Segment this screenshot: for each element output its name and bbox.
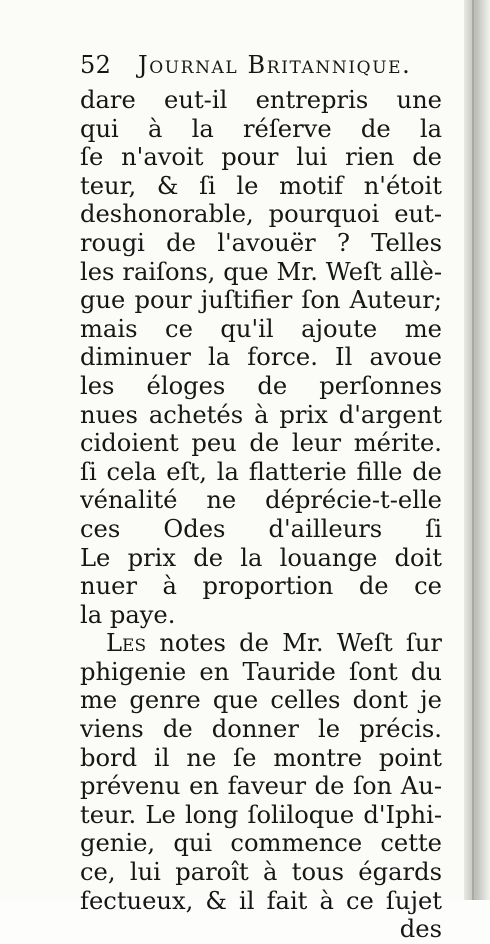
text-line: diminuer la force. Il avoue xyxy=(80,343,442,372)
text-line: la paye. xyxy=(80,600,176,629)
text-line: Le prix de la louange doit xyxy=(80,543,442,572)
text-line: viens de donner le précis. xyxy=(80,715,442,744)
lead-word: Les xyxy=(106,629,147,658)
text-line: qui à la réſerve de la xyxy=(80,114,442,143)
page-edge xyxy=(464,0,490,900)
running-header xyxy=(80,51,422,85)
text-line: nues achetés à prix d'argent xyxy=(80,400,442,429)
text-line: ſi cela eſt, la flatterie fille de xyxy=(80,457,442,486)
running-title: Journal Britannique. xyxy=(138,51,412,79)
text-line: phigenie en Tauride ſont du xyxy=(80,657,442,686)
text-line: teur, & ſi le motif n'étoit xyxy=(80,171,442,200)
body-text xyxy=(80,86,442,944)
page-number: 52 xyxy=(80,51,112,79)
text-line: nuer à proportion de ce xyxy=(80,572,442,601)
text-line: dare eut-il entrepris une xyxy=(80,86,442,114)
text-line: vénalité ne déprécie-t-elle xyxy=(80,486,442,515)
catchword: des xyxy=(399,915,442,944)
text-line: cidoient peu de leur mérite. xyxy=(80,429,442,458)
text-line: rougi de l'avouër ? Telles xyxy=(80,228,442,257)
text-line: mais ce qu'il ajoute me xyxy=(80,314,442,343)
text-line: me genre que celles dont je xyxy=(80,686,442,715)
text-line: gue pour juſtifier ſon Auteur; xyxy=(80,286,442,315)
text-line: ces Odes d'ailleurs ſi xyxy=(80,514,442,543)
text-line: ce, lui paroît à tous égards xyxy=(80,858,442,887)
paragraph-first-line xyxy=(80,629,442,658)
text-line: deshonorable, pourquoi eut- xyxy=(80,200,442,229)
text-line: prévenu en faveur de ſon Au- xyxy=(80,772,442,801)
text-line: genie, qui commence cette xyxy=(80,829,442,858)
text-line: teur. Le long ſoliloque d'Iphi- xyxy=(80,800,442,829)
text-line-rest: notes de Mr. Weſt ſur xyxy=(159,629,442,658)
text-line: les raiſons, que Mr. Weſt allè- xyxy=(80,257,442,286)
text-line: les éloges de perſonnes xyxy=(80,371,442,400)
text-line: bord il ne ſe montre point xyxy=(80,743,442,772)
text-line: ſe n'avoit pour lui rien de xyxy=(80,143,442,172)
text-line: fectueux, & il fait à ce ſujet xyxy=(80,886,442,915)
